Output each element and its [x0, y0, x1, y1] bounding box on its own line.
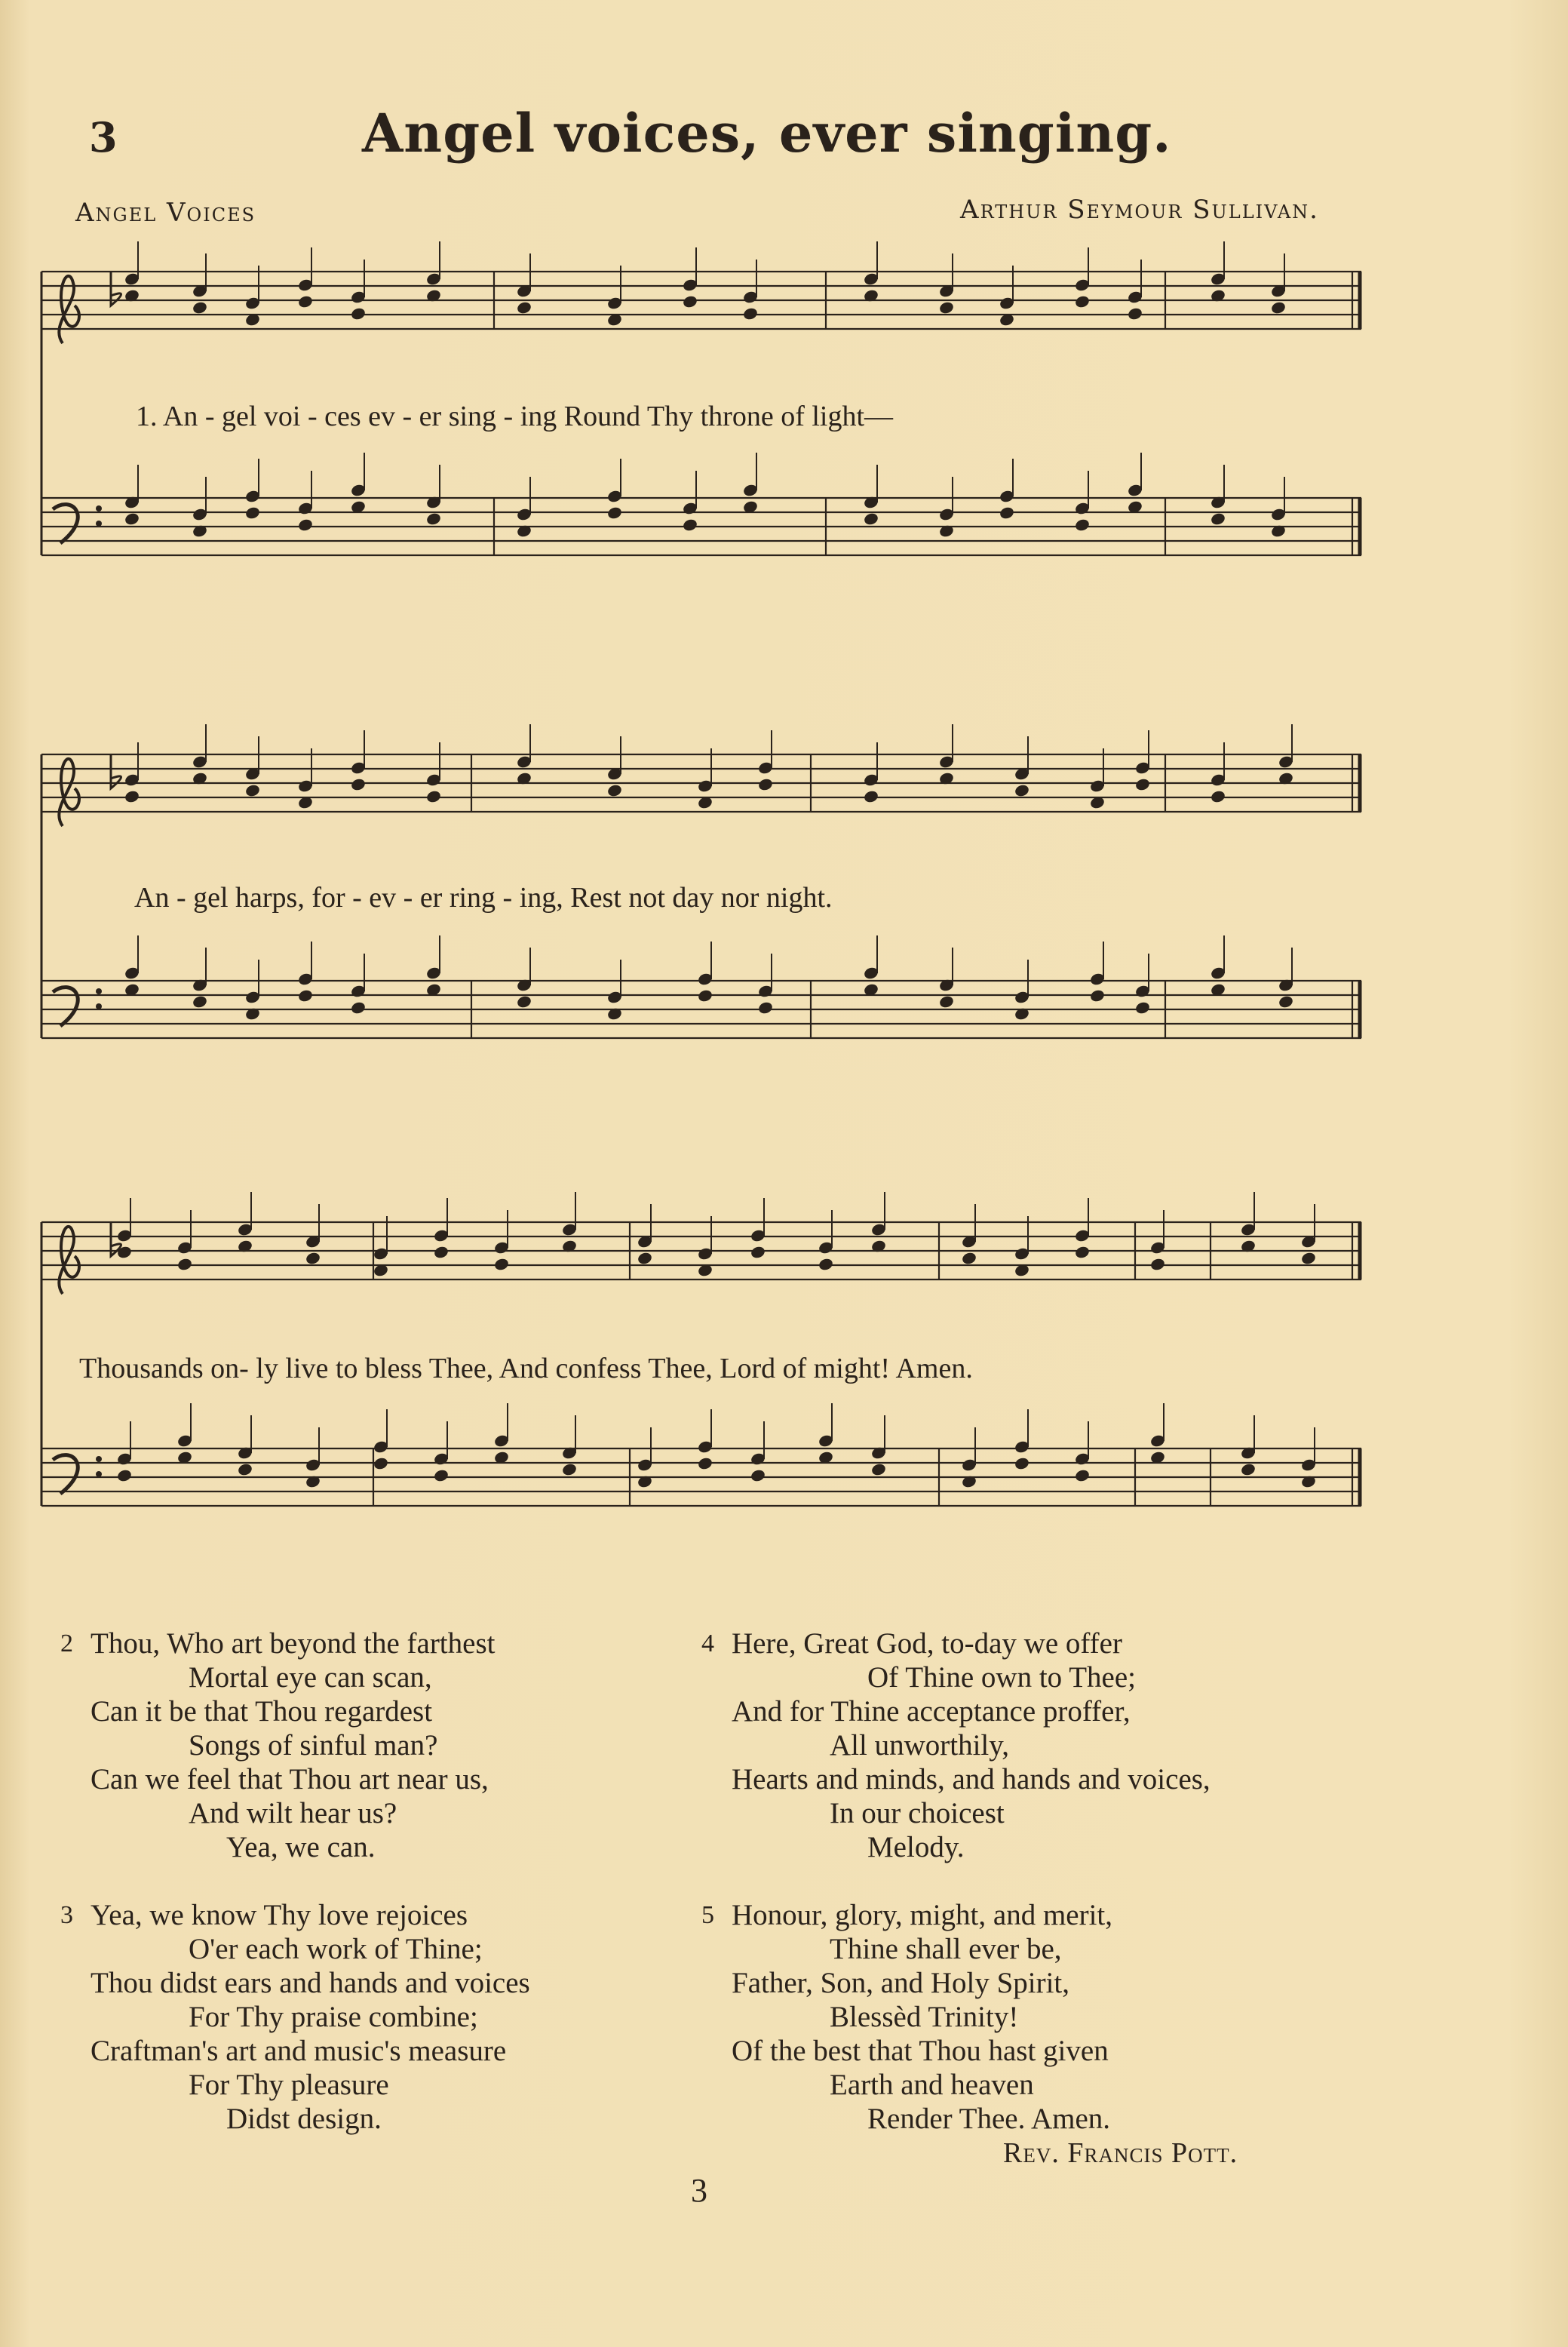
verse-4: [701, 1627, 1211, 1864]
lyric-line-2: An - gel harps, for - ev - er ring - ing, Rest not day nor night.: [134, 882, 833, 914]
bass-clef-icon: [53, 1455, 78, 1494]
note-head: [1074, 1245, 1091, 1259]
note-head: [297, 294, 314, 309]
bass-notes: [124, 453, 1287, 539]
verse-line: Of the best that Thou hast given: [732, 2035, 1109, 2067]
note-head: [297, 988, 314, 1003]
verse-line: Here, Great God, to-day we offer: [732, 1627, 1122, 1660]
verse-3: [60, 1898, 530, 2136]
note-head: [297, 518, 314, 532]
hymn-author: Rev. Francis Pott.: [1003, 2137, 1238, 2169]
note-head: [192, 994, 208, 1009]
note-head: [1300, 1251, 1317, 1265]
verse-line: Yea, we know Thy love rejoices: [91, 1899, 468, 1931]
verse-number: 3: [60, 1901, 73, 1929]
note-head: [1089, 988, 1106, 1003]
note-head: [1014, 1456, 1030, 1470]
note-head: [493, 1257, 510, 1271]
bass-staff: [41, 981, 1361, 1038]
bass-clef-icon: [53, 988, 78, 1026]
note-head: [350, 777, 367, 791]
verse-line: Songs of sinful man?: [189, 1729, 438, 1762]
note-head: [818, 1257, 834, 1271]
note-head: [1074, 518, 1091, 532]
note-head: [305, 1251, 321, 1265]
clef-dot: [96, 1471, 102, 1477]
verse-line: Of Thine own to Thee;: [867, 1661, 1136, 1694]
note-head: [1134, 1000, 1151, 1015]
note-head: [1149, 1257, 1166, 1271]
note-head: [176, 1257, 193, 1271]
verse-line: Render Thee. Amen.: [867, 2103, 1111, 2135]
note-head: [938, 994, 955, 1009]
verse-line: Father, Son, and Holy Spirit,: [732, 1967, 1070, 1999]
note-head: [863, 511, 879, 526]
note-head: [192, 300, 208, 315]
verse-line: Blessèd Trinity!: [830, 2001, 1019, 2033]
note-head: [1127, 306, 1143, 321]
hymn-number: 3: [89, 113, 118, 161]
composer-name: Arthur Seymour Sullivan.: [960, 195, 1319, 225]
note-head: [637, 1251, 653, 1265]
lyric-line-3: Thousands on- ly live to bless Thee, And confess Thee, Lord of might! Amen.: [79, 1353, 973, 1384]
note-head: [682, 294, 698, 309]
verse-line: Melody.: [867, 1831, 965, 1863]
lyric-line-1: 1. An - gel voi - ces ev - er sing - ing Round Thy throne of light—: [136, 401, 894, 432]
verse-line: And for Thine acceptance proffer,: [732, 1695, 1131, 1728]
verse-5: [701, 1898, 1113, 2136]
note-head: [561, 1462, 578, 1476]
note-head: [516, 300, 532, 315]
treble-staff: [41, 272, 1361, 329]
verse-line: Thine shall ever be,: [830, 1933, 1062, 1965]
clef-dot: [96, 1456, 102, 1462]
note-head: [750, 1245, 766, 1259]
tune-name: Angel Voices: [75, 198, 256, 228]
note-head: [1014, 783, 1030, 797]
note-head: [757, 777, 774, 791]
verse-2: [60, 1627, 496, 1864]
verse-line: Thou, Who art beyond the farthest: [91, 1627, 496, 1660]
note-head: [124, 511, 140, 526]
note-head: [433, 1245, 450, 1259]
verse-line: Earth and heaven: [830, 2069, 1034, 2101]
verse-line: Mortal eye can scan,: [189, 1661, 432, 1694]
note-head: [425, 511, 442, 526]
note-head: [116, 1468, 133, 1482]
note-head: [1240, 1462, 1257, 1476]
note-head: [237, 1462, 253, 1476]
verse-line: Didst design.: [226, 2103, 382, 2135]
verse-number: 2: [60, 1630, 73, 1657]
note-head: [606, 783, 623, 797]
bass-clef-icon: [53, 505, 78, 543]
hymn-title: Angel voices, ever singing.: [362, 102, 1172, 164]
verse-line: And wilt hear us?: [189, 1797, 397, 1829]
note-head: [1270, 300, 1287, 315]
note-head: [697, 988, 713, 1003]
note-head: [124, 789, 140, 803]
note-head: [1074, 294, 1091, 309]
bass-notes: [116, 1403, 1317, 1489]
verse-line: For Thy praise combine;: [189, 2001, 478, 2033]
note-head: [1278, 994, 1294, 1009]
bass-notes: [124, 935, 1294, 1021]
verse-line: Can it be that Thou regardest: [91, 1695, 433, 1728]
note-head: [750, 1468, 766, 1482]
verse-line: All unworthily,: [830, 1729, 1009, 1762]
note-head: [1210, 511, 1226, 526]
note-head: [938, 300, 955, 315]
note-head: [373, 1456, 389, 1470]
note-head: [350, 1000, 367, 1015]
verse-line: Hearts and minds, and hands and voices,: [732, 1763, 1211, 1796]
verse-line: Yea, we can.: [226, 1831, 376, 1863]
note-head: [742, 306, 759, 321]
clef-dot: [96, 988, 102, 994]
note-head: [863, 789, 879, 803]
verse-number: 4: [701, 1630, 714, 1657]
note-head: [244, 505, 261, 520]
verse-line: Can we feel that Thou art near us,: [91, 1763, 489, 1796]
page-number: 3: [691, 2172, 707, 2209]
clef-dot: [96, 521, 102, 527]
note-head: [870, 1462, 887, 1476]
clef-dot: [96, 505, 102, 511]
verse-line: Thou didst ears and hands and voices: [91, 1967, 530, 1999]
clef-dot: [96, 1003, 102, 1009]
note-head: [425, 789, 442, 803]
note-head: [606, 505, 623, 520]
note-head: [516, 994, 532, 1009]
note-head: [757, 1000, 774, 1015]
verse-line: Honour, glory, might, and merit,: [732, 1899, 1113, 1931]
verse-number: 5: [701, 1901, 714, 1929]
verse-line: Craftman's art and music's measure: [91, 2035, 507, 2067]
note-head: [1210, 789, 1226, 803]
note-head: [1134, 777, 1151, 791]
note-head: [961, 1251, 977, 1265]
verse-line: O'er each work of Thine;: [189, 1933, 483, 1965]
note-head: [350, 306, 367, 321]
verse-line: For Thy pleasure: [189, 2069, 389, 2101]
bass-staff: [41, 498, 1361, 555]
note-head: [244, 783, 261, 797]
note-head: [1074, 1468, 1091, 1482]
verse-line: In our choicest: [830, 1797, 1005, 1829]
note-head: [697, 1456, 713, 1470]
note-head: [999, 505, 1015, 520]
note-head: [433, 1468, 450, 1482]
note-head: [682, 518, 698, 532]
